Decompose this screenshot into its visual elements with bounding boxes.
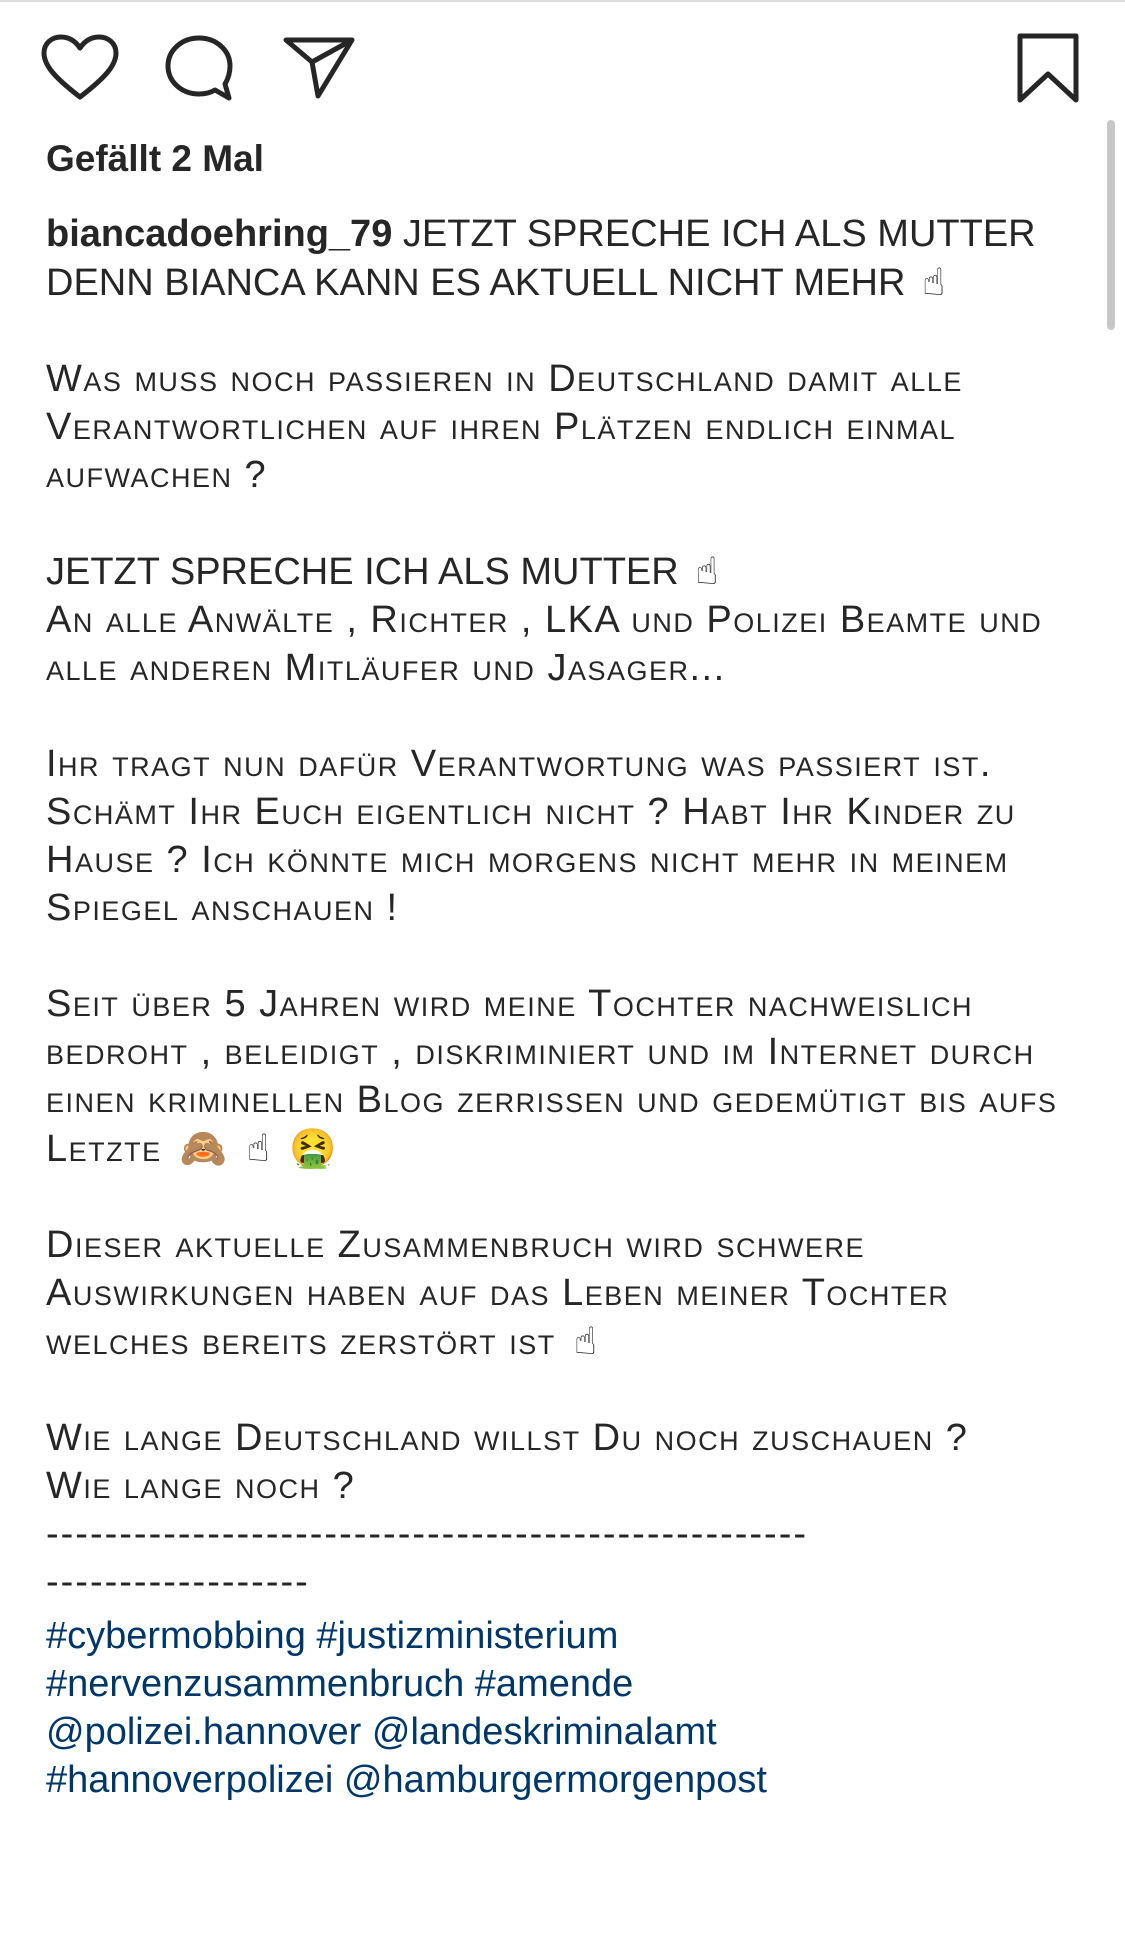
- mention-link[interactable]: @polizei.hannover: [46, 1711, 362, 1753]
- divider-line: ------------------: [46, 1561, 310, 1603]
- pointing-finger-emoji: ☝: [573, 1319, 599, 1363]
- caption-first-line: [46, 210, 1086, 307]
- caption-paragraph-4-text: Seit über 5 Jahren wird meine Tochter nachweislich bedroht , beleidigt , diskriminiert und im Internet durch einen kriminellen Blog zerrissen und gedemütigt bis aufs Letzte: [46, 983, 1058, 1170]
- caption-paragraph-6-line-2: Wie lange noch ?: [46, 1465, 356, 1507]
- comment-icon[interactable]: [162, 32, 236, 104]
- caption-paragraph-2-body: An alle Anwälte , Richter , LKA und Polizei Beamte und alle anderen Mitläufer und Jasager...: [46, 599, 1043, 689]
- pointing-finger-emoji: ☝: [695, 549, 719, 593]
- pointing-finger-emoji: ☝: [246, 1126, 272, 1170]
- caption-username[interactable]: biancadoehring_79: [46, 213, 393, 255]
- hashtag-link[interactable]: #cybermobbing: [46, 1615, 306, 1657]
- post-caption: [46, 210, 1086, 1804]
- caption-paragraph-3: Ihr tragt nun dafür Verantwortung was passiert ist. Schämt Ihr Euch eigentlich nicht ? Habt Ihr Kinder zu Hause ? Ich könnte mich morgens nicht mehr in meinem Spiegel anschauen !: [46, 743, 1016, 929]
- caption-paragraph-5: [46, 1221, 1086, 1366]
- hashtag-link[interactable]: #justizministerium: [316, 1615, 619, 1657]
- caption-headline: JETZT SPRECHE ICH ALS MUTTER DENN BIANCA KANN ES AKTUELL NICHT MEHR: [46, 213, 1036, 304]
- caption-paragraph-5-text: Dieser aktuelle Zusammenbruch wird schwere Auswirkungen haben auf das Leben meiner Tochter welches bereits zerstört ist: [46, 1224, 950, 1363]
- vomiting-face-emoji: 🤮: [289, 1126, 339, 1170]
- caption-paragraph-2-heading: [46, 547, 1086, 596]
- caption-paragraph-1: Was muss noch passieren in Deutschland damit alle Verantwortlichen auf ihren Plätzen endlich einmal aufwachen ?: [46, 358, 963, 496]
- caption-paragraph-6-line-1: Wie lange Deutschland willst Du noch zuschauen ?: [46, 1417, 969, 1459]
- bookmark-icon[interactable]: [1016, 32, 1080, 104]
- mention-link[interactable]: @landeskriminalamt: [371, 1711, 717, 1753]
- hashtag-link[interactable]: #hannoverpolizei: [46, 1759, 334, 1801]
- scrollbar[interactable]: [1107, 120, 1115, 330]
- see-no-evil-monkey-emoji: 🙈: [179, 1126, 229, 1170]
- like-count[interactable]: Gefällt 2 Mal: [46, 138, 264, 179]
- hashtag-block: [46, 1612, 1086, 1804]
- paper-plane-icon[interactable]: [282, 34, 356, 100]
- hashtag-link[interactable]: #amende: [474, 1663, 634, 1705]
- pointing-finger-emoji: ☝: [921, 260, 946, 304]
- caption-paragraph-4: [46, 980, 1086, 1173]
- hashtag-link[interactable]: #nervenzusammenbruch: [46, 1663, 465, 1705]
- heart-icon[interactable]: [40, 33, 120, 101]
- post-action-bar: [0, 0, 1125, 140]
- caption-paragraph-2-heading-text: JETZT SPRECHE ICH ALS MUTTER: [46, 551, 679, 593]
- divider-line: ----------------------------------------------------: [46, 1513, 809, 1555]
- mention-link[interactable]: @hamburgermorgenpost: [343, 1759, 767, 1801]
